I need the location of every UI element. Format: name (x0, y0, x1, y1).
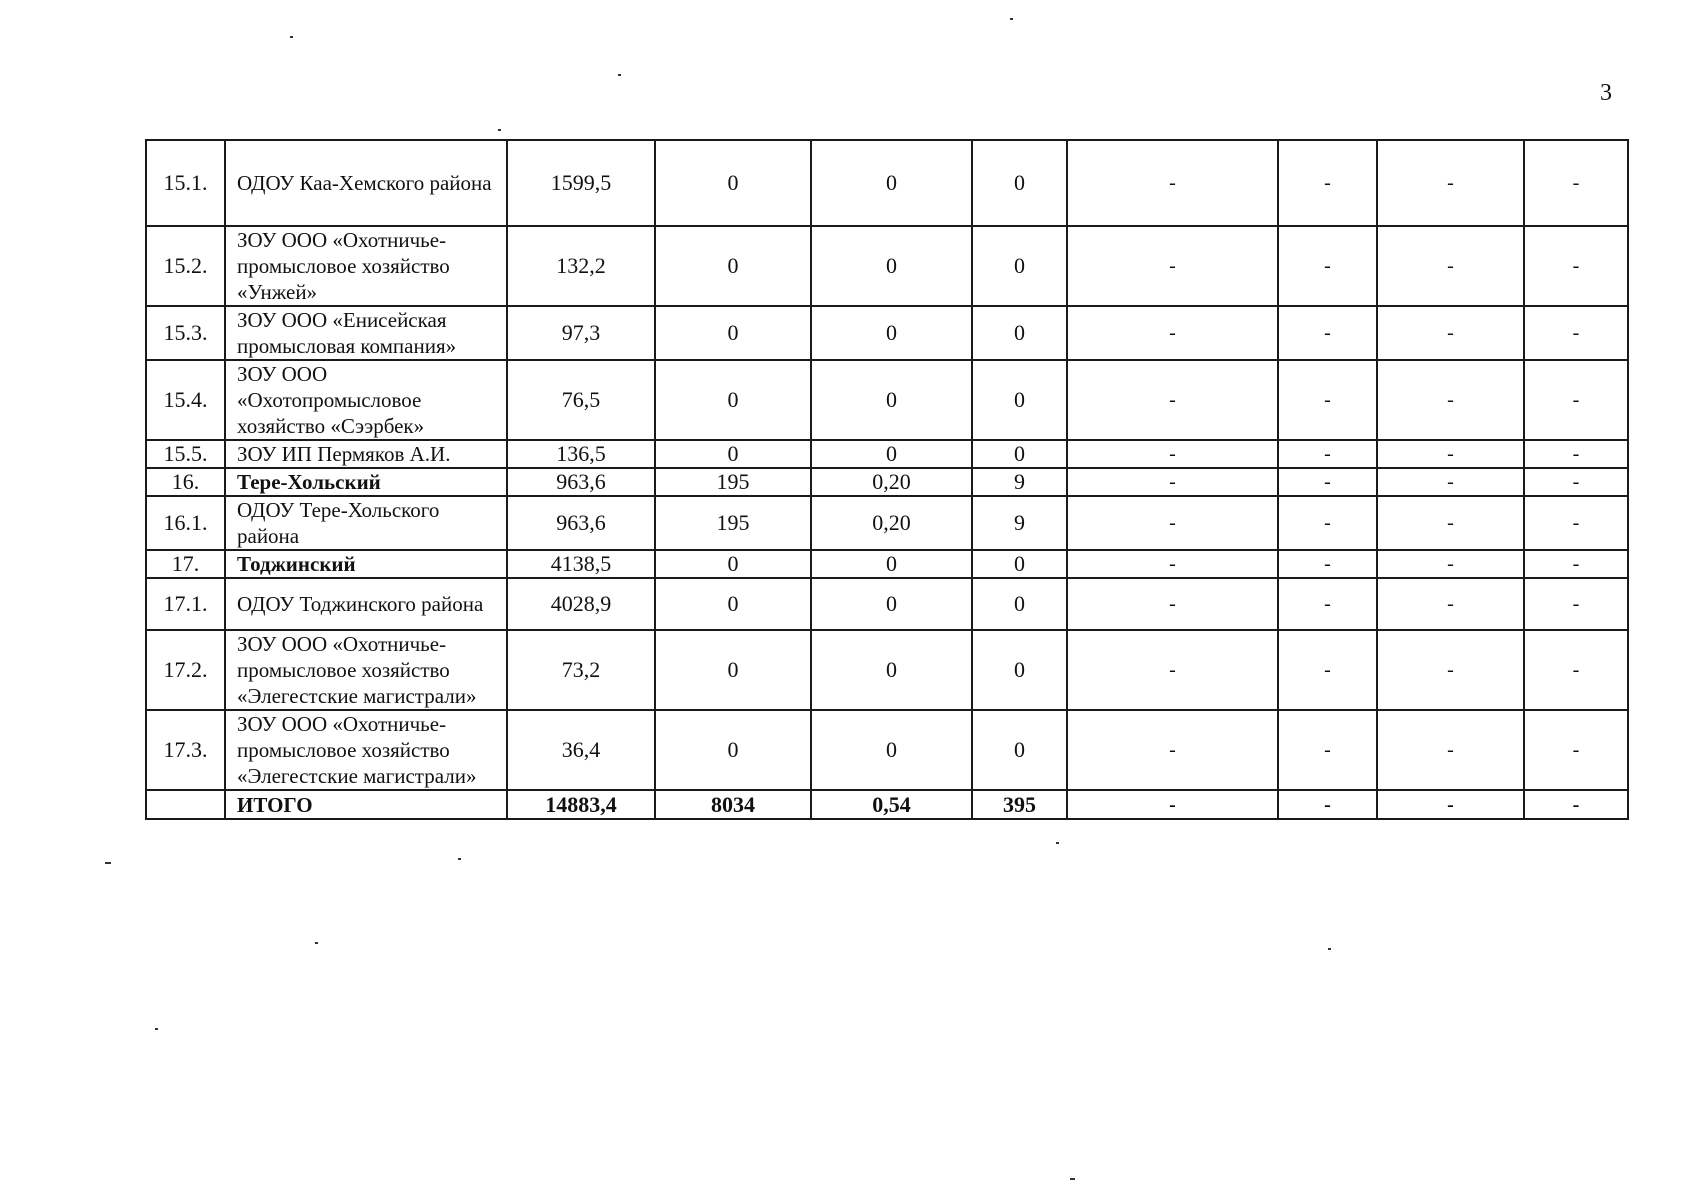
row-col-9: - (1524, 468, 1628, 496)
row-col-7: - (1278, 360, 1377, 440)
row-col-9: - (1524, 630, 1628, 710)
row-col-3: 0 (655, 140, 811, 226)
row-col-3: 0 (655, 550, 811, 578)
row-col-6: - (1067, 140, 1278, 226)
row-col-4: 0 (811, 550, 972, 578)
scan-speck (458, 858, 461, 860)
row-col-9: - (1524, 226, 1628, 306)
row-col-5: 0 (972, 630, 1067, 710)
row-col-8: - (1377, 440, 1524, 468)
row-col-9: - (1524, 440, 1628, 468)
table-row (146, 630, 1628, 710)
row-area: 73,2 (507, 630, 655, 710)
row-col-3: 0 (655, 710, 811, 790)
row-number: 15.4. (146, 360, 225, 440)
row-col-7: - (1278, 710, 1377, 790)
scan-speck (105, 862, 111, 864)
row-col-3: 0 (655, 360, 811, 440)
row-area: 963,6 (507, 496, 655, 550)
row-col-6: - (1067, 360, 1278, 440)
total-row (146, 790, 1628, 819)
scan-speck (1056, 842, 1059, 844)
row-col-7: - (1278, 306, 1377, 360)
row-col-6: - (1067, 710, 1278, 790)
row-col-9: - (1524, 578, 1628, 630)
table-row (146, 306, 1628, 360)
row-col-8: - (1377, 360, 1524, 440)
row-area: 14883,4 (507, 790, 655, 819)
row-col-6: - (1067, 226, 1278, 306)
row-col-5: 0 (972, 306, 1067, 360)
row-col-7: - (1278, 468, 1377, 496)
row-col-4: 0,20 (811, 496, 972, 550)
row-col-7: - (1278, 790, 1377, 819)
row-col-9: - (1524, 360, 1628, 440)
row-col-9: - (1524, 496, 1628, 550)
row-col-8: - (1377, 790, 1524, 819)
row-col-9: - (1524, 790, 1628, 819)
row-name: ИТОГО (225, 790, 507, 819)
row-col-8: - (1377, 226, 1524, 306)
row-col-9: - (1524, 550, 1628, 578)
row-col-4: 0 (811, 578, 972, 630)
row-name: ЗОУ ООО «Охотопромысловое хозяйство «Сээрбек» (225, 360, 507, 440)
row-col-5: 0 (972, 360, 1067, 440)
row-area: 4028,9 (507, 578, 655, 630)
row-col-8: - (1377, 578, 1524, 630)
row-col-6: - (1067, 790, 1278, 819)
row-name: Тере-Хольский (225, 468, 507, 496)
row-col-4: 0 (811, 306, 972, 360)
row-col-3: 8034 (655, 790, 811, 819)
row-name: ЗОУ ООО «Охотничье-промысловое хозяйство «Элегестские магистрали» (225, 630, 507, 710)
scan-speck (290, 36, 293, 38)
row-col-5: 0 (972, 550, 1067, 578)
row-number: 17.2. (146, 630, 225, 710)
row-col-8: - (1377, 306, 1524, 360)
row-name: ОДОУ Каа-Хемского района (225, 140, 507, 226)
table-row (146, 226, 1628, 306)
row-number: 16.1. (146, 496, 225, 550)
row-number: 17.1. (146, 578, 225, 630)
row-name: ОДОУ Тоджинского района (225, 578, 507, 630)
row-col-4: 0 (811, 440, 972, 468)
row-number: 15.3. (146, 306, 225, 360)
row-col-8: - (1377, 468, 1524, 496)
row-col-3: 195 (655, 496, 811, 550)
table-row (146, 360, 1628, 440)
row-col-5: 0 (972, 578, 1067, 630)
table-row (146, 496, 1628, 550)
scan-speck (315, 942, 318, 944)
page-number: 3 (1600, 80, 1612, 106)
row-col-4: 0 (811, 630, 972, 710)
scan-speck (155, 1028, 158, 1030)
row-col-3: 0 (655, 630, 811, 710)
row-area: 963,6 (507, 468, 655, 496)
row-area: 36,4 (507, 710, 655, 790)
scan-speck (1070, 1178, 1075, 1180)
row-col-6: - (1067, 630, 1278, 710)
row-col-5: 0 (972, 140, 1067, 226)
row-name: ЗОУ ООО «Охотничье-промысловое хозяйство «Элегестские магистрали» (225, 710, 507, 790)
row-number: 17. (146, 550, 225, 578)
row-number: 15.5. (146, 440, 225, 468)
row-area: 136,5 (507, 440, 655, 468)
row-name: ЗОУ ООО «Енисейская промысловая компания» (225, 306, 507, 360)
row-number: 15.1. (146, 140, 225, 226)
data-table (145, 139, 1629, 820)
row-name: ЗОУ ИП Пермяков А.И. (225, 440, 507, 468)
table-row (146, 468, 1628, 496)
row-col-6: - (1067, 440, 1278, 468)
row-col-4: 0 (811, 140, 972, 226)
row-number (146, 790, 225, 819)
row-number: 17.3. (146, 710, 225, 790)
row-col-4: 0,20 (811, 468, 972, 496)
row-area: 76,5 (507, 360, 655, 440)
scan-speck (1010, 18, 1013, 20)
table-row (146, 550, 1628, 578)
row-area: 132,2 (507, 226, 655, 306)
row-col-4: 0 (811, 360, 972, 440)
row-col-3: 195 (655, 468, 811, 496)
row-col-6: - (1067, 306, 1278, 360)
row-col-8: - (1377, 496, 1524, 550)
row-col-5: 0 (972, 710, 1067, 790)
row-col-3: 0 (655, 578, 811, 630)
scan-speck (618, 74, 621, 76)
row-col-3: 0 (655, 226, 811, 306)
row-name: ЗОУ ООО «Охотничье-промысловое хозяйство «Унжей» (225, 226, 507, 306)
row-col-7: - (1278, 140, 1377, 226)
row-col-7: - (1278, 578, 1377, 630)
row-col-6: - (1067, 550, 1278, 578)
row-col-8: - (1377, 630, 1524, 710)
row-col-3: 0 (655, 440, 811, 468)
row-area: 97,3 (507, 306, 655, 360)
row-name: ОДОУ Тере-Хольского района (225, 496, 507, 550)
row-col-4: 0,54 (811, 790, 972, 819)
table-row (146, 140, 1628, 226)
row-area: 1599,5 (507, 140, 655, 226)
row-col-5: 395 (972, 790, 1067, 819)
row-col-3: 0 (655, 306, 811, 360)
row-col-8: - (1377, 710, 1524, 790)
row-number: 15.2. (146, 226, 225, 306)
row-col-5: 9 (972, 468, 1067, 496)
row-col-6: - (1067, 468, 1278, 496)
row-col-8: - (1377, 550, 1524, 578)
row-col-7: - (1278, 440, 1377, 468)
table-row (146, 710, 1628, 790)
row-name: Тоджинский (225, 550, 507, 578)
row-col-5: 0 (972, 440, 1067, 468)
row-col-7: - (1278, 226, 1377, 306)
row-col-8: - (1377, 140, 1524, 226)
row-number: 16. (146, 468, 225, 496)
table-row (146, 440, 1628, 468)
row-area: 4138,5 (507, 550, 655, 578)
row-col-6: - (1067, 578, 1278, 630)
scan-speck (498, 129, 501, 131)
row-col-5: 0 (972, 226, 1067, 306)
row-col-7: - (1278, 550, 1377, 578)
row-col-4: 0 (811, 226, 972, 306)
row-col-7: - (1278, 496, 1377, 550)
row-col-5: 9 (972, 496, 1067, 550)
table-row (146, 578, 1628, 630)
row-col-9: - (1524, 306, 1628, 360)
row-col-7: - (1278, 630, 1377, 710)
row-col-9: - (1524, 140, 1628, 226)
row-col-9: - (1524, 710, 1628, 790)
scan-speck (1328, 948, 1331, 950)
row-col-6: - (1067, 496, 1278, 550)
row-col-4: 0 (811, 710, 972, 790)
